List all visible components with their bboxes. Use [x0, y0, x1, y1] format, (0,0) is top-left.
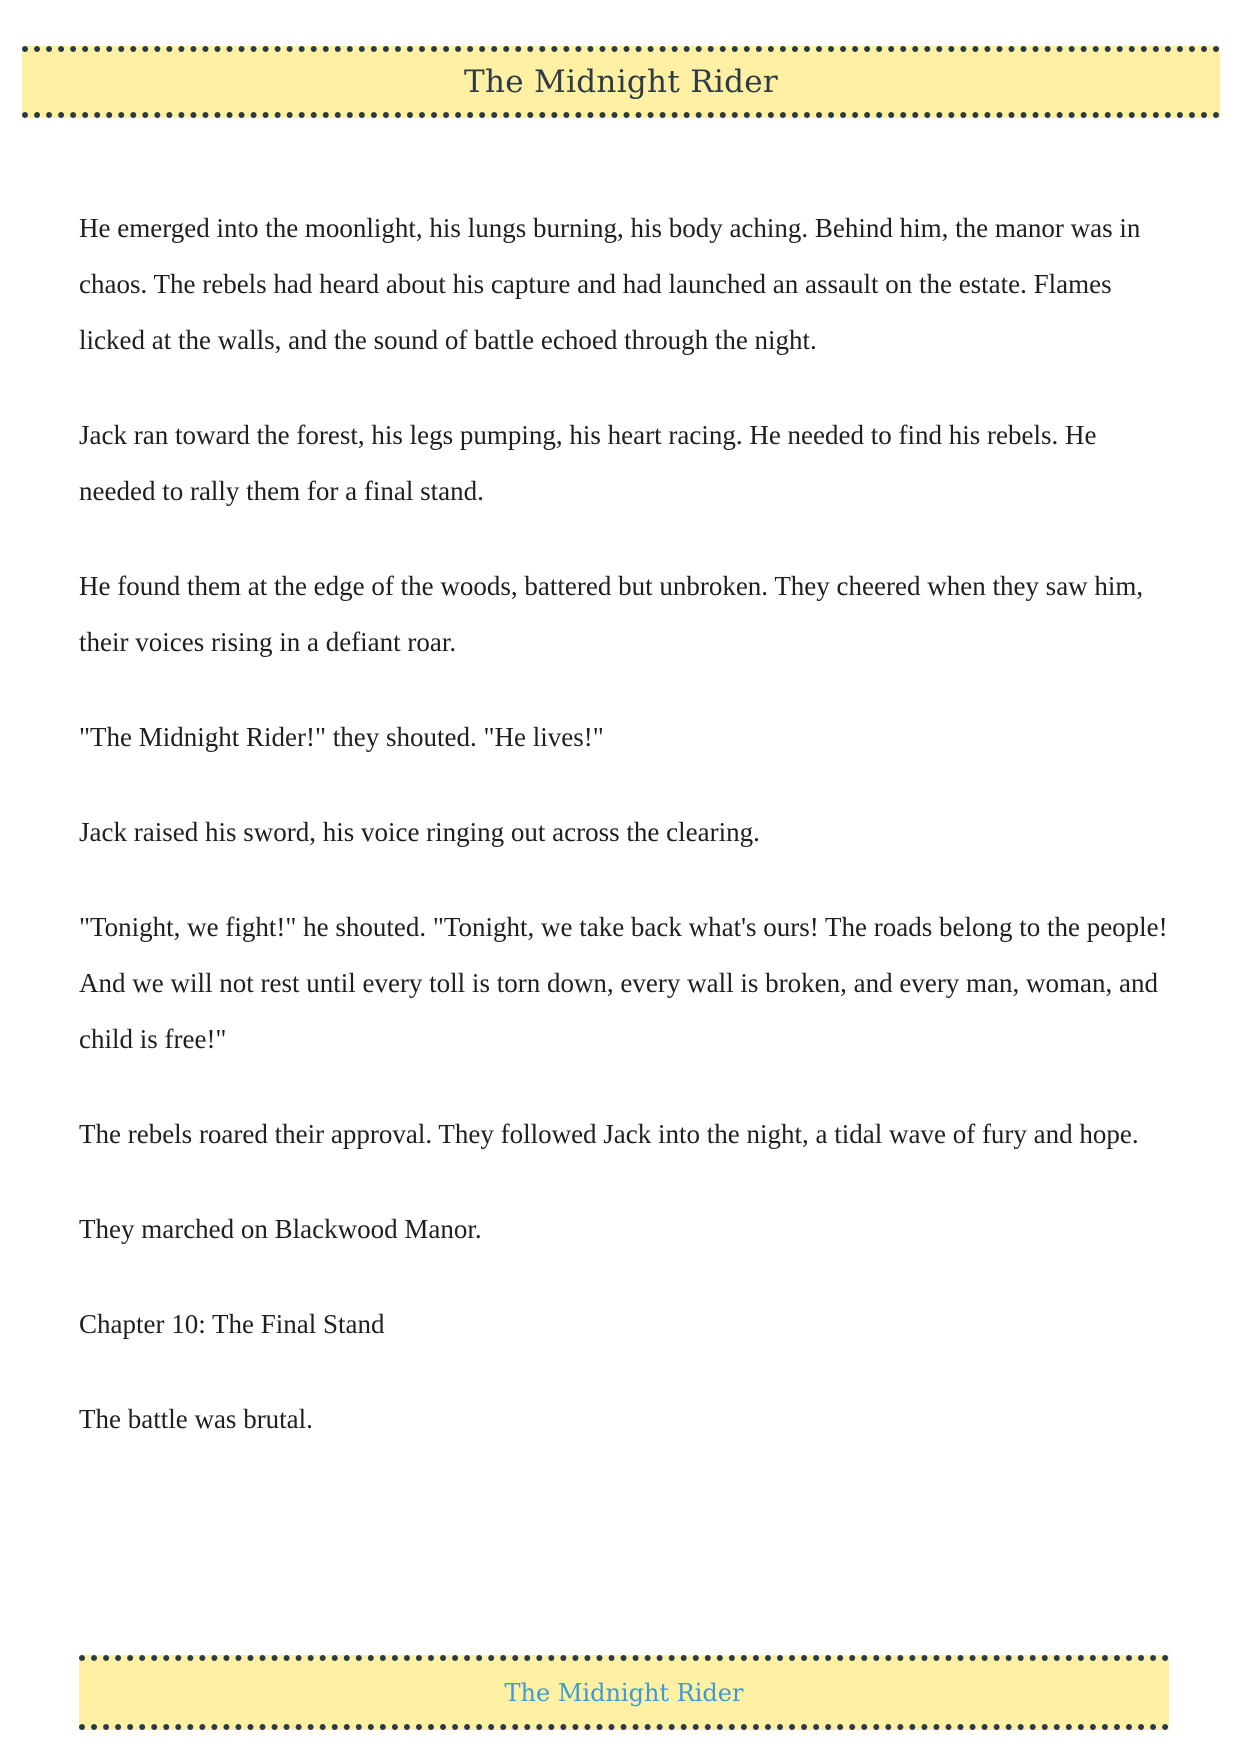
paragraph: "Tonight, we fight!" he shouted. "Tonight, we take back what's ours! The roads belong to the people! And we will not rest until every toll is torn down, every wall is broken, and every man, woman, and child is free!" — [79, 912, 1168, 1054]
header-title: The Midnight Rider — [463, 64, 778, 100]
paragraph: He emerged into the moonlight, his lungs burning, his body aching. Behind him, the manor was in chaos. The rebels had heard about his capture and had launched an assault on the estate. Flames licked at the walls, and the sound of battle echoed through the night. — [79, 213, 1141, 355]
paragraph: Jack raised his sword, his voice ringing out across the clearing. — [79, 817, 760, 847]
paragraph: The rebels roared their approval. They followed Jack into the night, a tidal wave of fury and hope. — [79, 1119, 1139, 1149]
paragraph: "The Midnight Rider!" they shouted. "He lives!" — [79, 722, 604, 752]
story-body — [79, 200, 1169, 1486]
paragraph: Jack ran toward the forest, his legs pumping, his heart racing. He needed to find his rebels. He needed to rally them for a final stand. — [79, 420, 1097, 506]
page-header — [22, 46, 1220, 118]
paragraph: The battle was brutal. — [79, 1404, 313, 1434]
paragraph: They marched on Blackwood Manor. — [79, 1214, 482, 1244]
chapter-heading: Chapter 10: The Final Stand — [79, 1309, 385, 1339]
page-footer — [79, 1655, 1169, 1730]
paragraph: He found them at the edge of the woods, battered but unbroken. They cheered when they saw him, their voices rising in a defiant roar. — [79, 571, 1144, 657]
footer-title: The Midnight Rider — [504, 1678, 744, 1707]
